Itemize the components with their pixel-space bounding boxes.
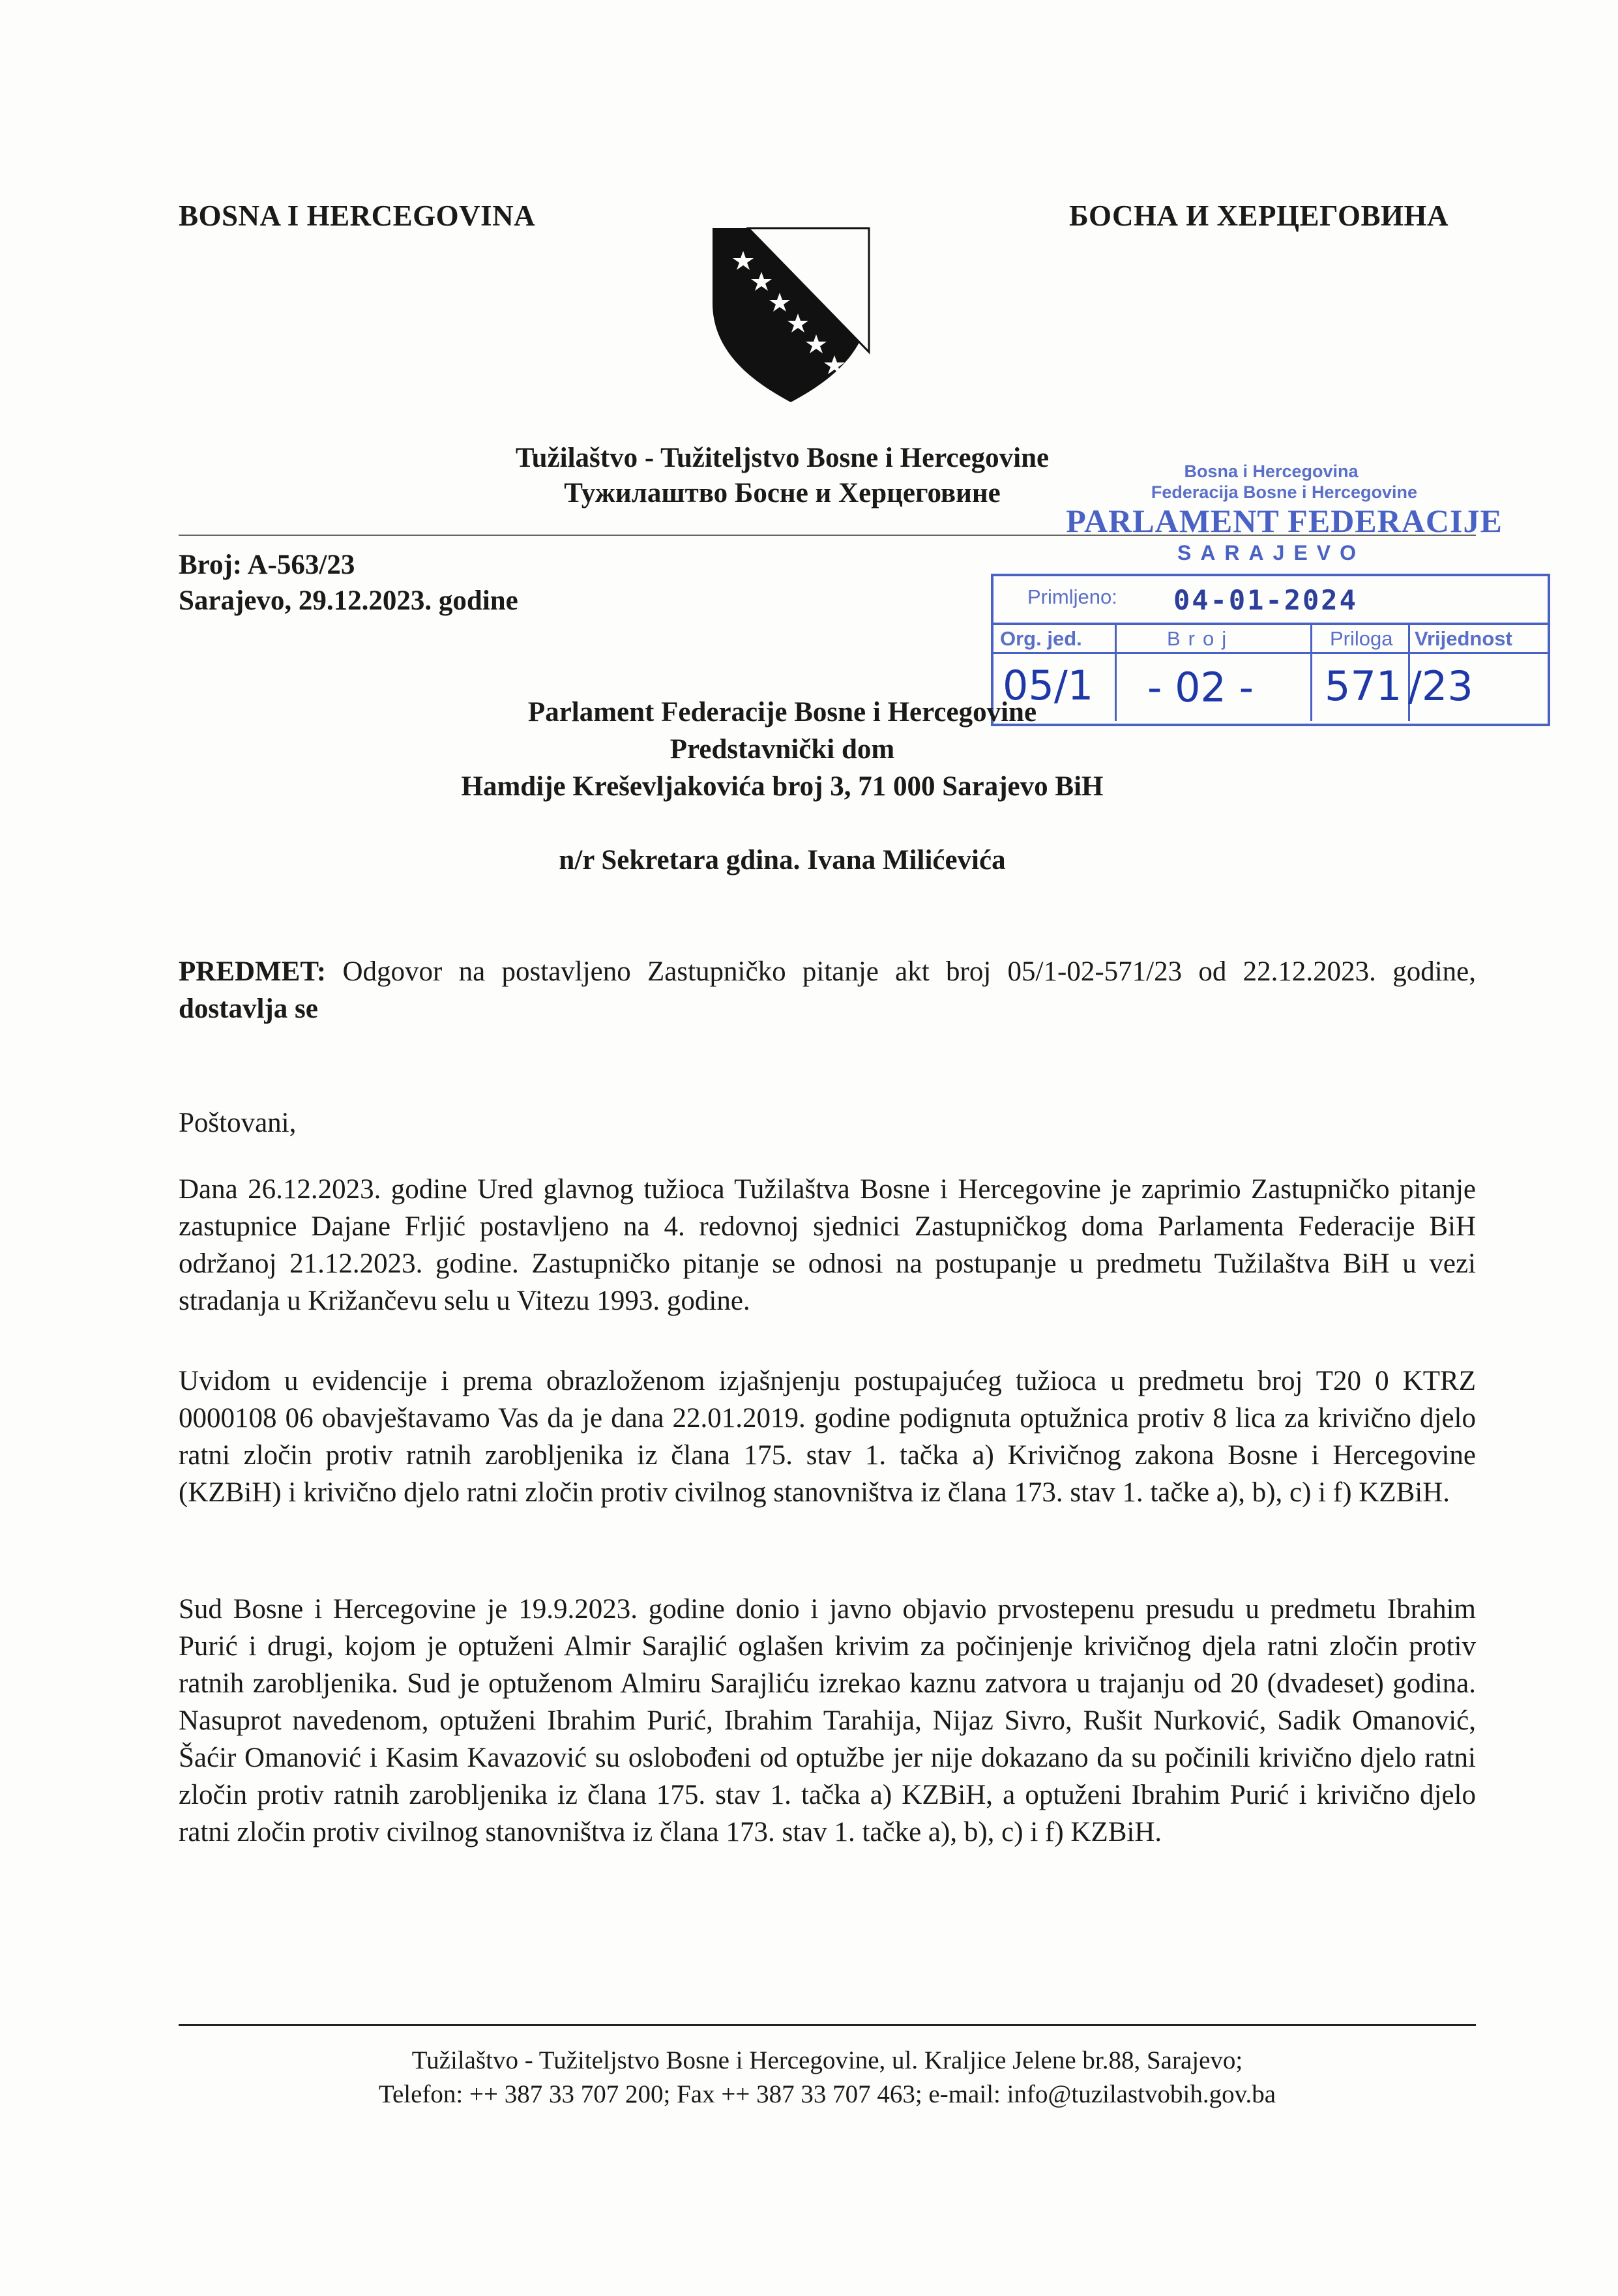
subject-label: PREDMET: [179, 956, 327, 987]
recipient-department: Predstavnički dom [669, 734, 895, 765]
country-name-latin: BOSNA I HERCEGOVINA [179, 199, 536, 232]
stamp-col-priloga: Priloga [1330, 627, 1393, 650]
stamp-col-broj: Broj [1167, 627, 1235, 650]
stamp-hand-vrijednost: /23 [1408, 662, 1473, 710]
stamp-line-country: Bosna i Hercegovina [1184, 462, 1359, 481]
document-number: Broj: A-563/23 [179, 550, 355, 580]
salutation: Poštovani, [179, 1108, 297, 1138]
subject-line [179, 953, 1476, 1027]
stamp-received-date: 04-01-2024 [1173, 584, 1358, 616]
recipient-address: Hamdije Kreševljakovića broj 3, 71 000 Sarajevo BiH [461, 771, 1104, 802]
stamp-hand-priloga: 571 [1325, 662, 1402, 710]
stamp-hand-org: 05/1 [1003, 662, 1094, 709]
stamp-col-org: Org. jed. [1000, 627, 1082, 650]
recipient-name: Parlament Federacije Bosne i Hercegovine [527, 697, 1037, 728]
recipient-attention: n/r Sekretara gdina. Ivana Milićevića [559, 845, 1006, 876]
coat-of-arms-emblem [709, 225, 872, 404]
stamp-line-parliament: PARLAMENT FEDERACIJE [1066, 503, 1503, 539]
body-paragraph-2: Uvidom u evidencije i prema obrazloženom izjašnjenju postupajućeg tužioca u predmetu broj T20 0 KTRZ 0000108 06 obavještavamo Vas da je dana 22.01.2019. godine podignuta optužnica protiv 8 lica za krivično djelo ratni zločin protiv ratnih zarobljenika iz člana 175. stav 1. tačka a) Krivičnog zakona Bosne i Hercegovine (KZBiH) i krivično djelo ratni zločin protiv civilnog stanovništva iz člana 173. stav 1. tačke a), b), c) i f) KZBiH. [179, 1366, 1476, 1508]
stamp-received-label: Primljeno: [1027, 585, 1117, 608]
stamp-hand-broj: - 02 - [1147, 664, 1254, 711]
country-name-cyrillic: БОСНА И ХЕРЦЕГОВИНА [1069, 199, 1449, 232]
document-place-date: Sarajevo, 29.12.2023. godine [179, 585, 518, 616]
institution-name-cyrillic: Тужилаштво Босне и Херцеговине [564, 478, 1001, 508]
stamp-row-divider [991, 623, 1548, 625]
stamp-line-city: SARAJEVO [1177, 541, 1366, 565]
subject-bold-tail: dostavlja se [179, 993, 318, 1024]
footer-divider [179, 2024, 1476, 2026]
subject-text: Odgovor na postavljeno Zastupničko pitanje akt broj 05/1-02-571/23 od 22.12.2023. godine, [342, 956, 1476, 987]
body-paragraph-3: Sud Bosne i Hercegovine je 19.9.2023. godine donio i javno objavio prvostepenu presudu u predmetu Ibrahim Purić i drugi, kojom je optuženi Almir Sarajlić oglašen krivim za počinjenje krivičnog djela ratni zločin protiv ratnih zarobljenika. Sud je optuženom Almiru Sarajliću izrekao kaznu zatvora u trajanju od 20 (dvadeset) godina. Nasuprot navedenom, optuženi Ibrahim Purić, Ibrahim Tarahija, Nijaz Sivro, Rušit Nurković, Sadik Omanović, Šaćir Omanović i Kasim Kavazović su oslobođeni od optužbe jer nije dokazano da su počinili krivično djelo ratni zločin protiv ratnih zarobljenika iz člana 175. stav 1. tačka a) KZBiH, a optuženi Ibrahim Purić i krivično djelo ratni zločin protiv civilnog stanovništva iz člana 173. stav 1. tačke a), b), c) i f) KZBiH. [179, 1594, 1476, 1847]
stamp-line-federation: Federacija Bosne i Hercegovine [1151, 482, 1418, 502]
body-paragraph-1: Dana 26.12.2023. godine Ured glavnog tužioca Tužilaštva Bosne i Hercegovine je zaprimio Zastupničko pitanje zastupnice Dajane Frljić postavljeno na 4. redovnoj sjednici Zastupničkog doma Parlamenta Federacije BiH održanoj 21.12.2023. godine. Zastupničko pitanje se odnosi na postupanje u predmetu Tužilaštva BiH u vezi stradanja u Križančevu selu u Vitezu 1993. godine. [179, 1174, 1476, 1316]
reception-stamp [991, 456, 1552, 730]
stamp-row-divider [991, 652, 1548, 654]
footer-address: Tužilaštvo - Tužiteljstvo Bosne i Hercegovine, ul. Kraljice Jelene br.88, Sarajevo; [411, 2046, 1243, 2074]
footer-contact: Telefon: ++ 387 33 707 200; Fax ++ 387 33 707 463; e-mail: info@tuzilastvobih.gov.ba [378, 2080, 1276, 2108]
institution-name-latin: Tužilaštvo - Tužiteljstvo Bosne i Hercegovine [515, 443, 1050, 473]
stamp-col-vrijednost: Vrijednost [1415, 627, 1512, 650]
stamp-col-divider [1310, 623, 1312, 721]
